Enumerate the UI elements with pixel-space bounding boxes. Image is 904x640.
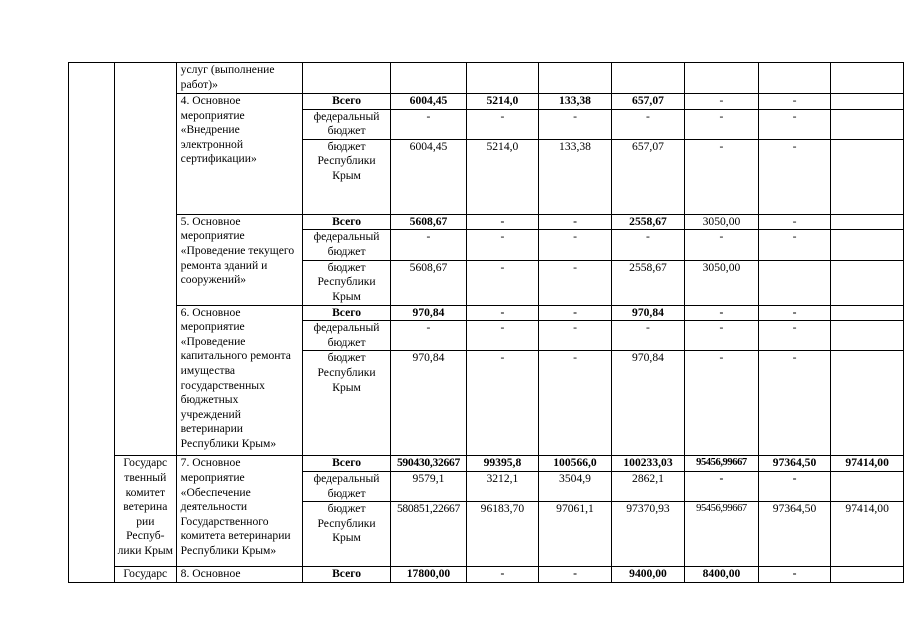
value-cell (831, 471, 904, 501)
budget-table (68, 62, 904, 583)
value-cell (831, 567, 904, 583)
value-cell: - (539, 260, 612, 305)
value-cell: 97364,50 (758, 502, 831, 567)
source-cell: федеральный бюджет (302, 109, 391, 139)
activity-cell: 5. Основное мероприятие «Проведение текущего ремонта зданий и сооружений» (176, 214, 302, 305)
value-cell: 97414,00 (831, 456, 904, 472)
value-cell: - (685, 305, 759, 321)
source-cell: федеральный бюджет (302, 230, 391, 260)
source-cell: бюджет Республики Крым (302, 351, 391, 456)
value-cell: 99395,8 (466, 456, 539, 472)
value-cell: - (758, 305, 831, 321)
value-cell: 95456,99667 (685, 456, 759, 472)
value-cell: 970,84 (391, 305, 466, 321)
value-cell (831, 139, 904, 214)
source-cell: федеральный бюджет (302, 321, 391, 351)
value-cell (831, 214, 904, 230)
value-cell (685, 63, 759, 94)
value-cell: - (758, 471, 831, 501)
source-cell (302, 63, 391, 94)
value-cell: - (758, 94, 831, 110)
value-cell: 6004,45 (391, 94, 466, 110)
table-row (69, 63, 904, 94)
value-cell: - (758, 214, 831, 230)
value-cell: 3050,00 (685, 214, 759, 230)
source-cell: бюджет Республики Крым (302, 139, 391, 214)
value-cell: - (466, 230, 539, 260)
value-cell (391, 63, 466, 94)
value-cell: - (391, 109, 466, 139)
activity-cell: 4. Основное мероприятие «Внедрение электронной сертификации» (176, 94, 302, 215)
value-cell: - (758, 109, 831, 139)
value-cell: 5608,67 (391, 214, 466, 230)
activity-cell: 6. Основное мероприятие «Проведение капитального ремонта имущества государственных бюджетных учреждений ветеринарии Республики Крым» (176, 305, 302, 456)
value-cell: - (685, 230, 759, 260)
table-row (69, 94, 904, 110)
value-cell: 2558,67 (611, 260, 684, 305)
table-row (69, 567, 904, 583)
value-cell (831, 230, 904, 260)
value-cell: - (685, 139, 759, 214)
value-cell (831, 321, 904, 351)
value-cell: - (611, 109, 684, 139)
value-cell: 95456,99667 (685, 502, 759, 567)
value-cell: - (539, 305, 612, 321)
value-cell (831, 109, 904, 139)
source-cell: Всего (302, 94, 391, 110)
source-cell: Всего (302, 214, 391, 230)
value-cell: - (539, 109, 612, 139)
value-cell: 970,84 (611, 305, 684, 321)
value-cell: - (466, 321, 539, 351)
value-cell: - (611, 321, 684, 351)
value-cell: - (391, 321, 466, 351)
value-cell: 2558,67 (611, 214, 684, 230)
value-cell: - (685, 94, 759, 110)
activity-cell: 7. Основное мероприятие «Обеспечение деятельности Государственного комитета ветеринарии Республики Крым» (176, 456, 302, 567)
executor-cell: Государс (114, 567, 176, 583)
value-cell: - (466, 214, 539, 230)
source-cell: бюджет Республики Крым (302, 260, 391, 305)
source-cell: Всего (302, 567, 391, 583)
value-cell: 3504,9 (539, 471, 612, 501)
value-cell (831, 260, 904, 305)
value-cell: - (466, 260, 539, 305)
table-row (69, 305, 904, 321)
value-cell: 6004,45 (391, 139, 466, 214)
value-cell (539, 63, 612, 94)
value-cell: 2862,1 (611, 471, 684, 501)
value-cell: - (758, 321, 831, 351)
value-cell: 100566,0 (539, 456, 612, 472)
value-cell (758, 260, 831, 305)
value-cell: 17800,00 (391, 567, 466, 583)
table-row (69, 456, 904, 472)
value-cell: 8400,00 (685, 567, 759, 583)
value-cell: 657,07 (611, 94, 684, 110)
value-cell: - (685, 471, 759, 501)
value-cell: 580851,22667 (391, 502, 466, 567)
value-cell (611, 63, 684, 94)
value-cell: - (391, 230, 466, 260)
value-cell: 590430,32667 (391, 456, 466, 472)
value-cell: 97414,00 (831, 502, 904, 567)
value-cell: 97061,1 (539, 502, 612, 567)
value-cell: 133,38 (539, 94, 612, 110)
value-cell: - (685, 351, 759, 456)
value-cell: - (685, 109, 759, 139)
activity-cell: 8. Основное (176, 567, 302, 583)
value-cell (831, 94, 904, 110)
value-cell: - (758, 351, 831, 456)
value-cell (466, 63, 539, 94)
source-cell: Всего (302, 456, 391, 472)
value-cell: 5214,0 (466, 139, 539, 214)
value-cell: 3050,00 (685, 260, 759, 305)
value-cell: 96183,70 (466, 502, 539, 567)
value-cell (831, 351, 904, 456)
value-cell: - (758, 139, 831, 214)
value-cell: 9400,00 (611, 567, 684, 583)
source-cell: бюджет Республики Крым (302, 502, 391, 567)
value-cell: - (466, 305, 539, 321)
value-cell: - (539, 351, 612, 456)
activity-cell: услуг (выполнение работ)» (176, 63, 302, 94)
blank-column (69, 63, 115, 583)
value-cell: - (466, 109, 539, 139)
value-cell: 5214,0 (466, 94, 539, 110)
value-cell: - (466, 567, 539, 583)
executor-cell: Государс твенный комитет ветерина рии Респуб- лики Крым (114, 456, 176, 567)
value-cell: - (758, 567, 831, 583)
value-cell: - (539, 321, 612, 351)
value-cell: 100233,03 (611, 456, 684, 472)
executor-cell (114, 63, 176, 456)
source-cell: Всего (302, 305, 391, 321)
value-cell: - (758, 230, 831, 260)
value-cell: 97364,50 (758, 456, 831, 472)
value-cell: - (539, 567, 612, 583)
table-row (69, 214, 904, 230)
value-cell: - (611, 230, 684, 260)
value-cell: 970,84 (611, 351, 684, 456)
value-cell: 133,38 (539, 139, 612, 214)
value-cell: 970,84 (391, 351, 466, 456)
value-cell: - (539, 230, 612, 260)
value-cell: 657,07 (611, 139, 684, 214)
value-cell (758, 63, 831, 94)
source-cell: федеральный бюджет (302, 471, 391, 501)
value-cell (831, 63, 904, 94)
value-cell: 3212,1 (466, 471, 539, 501)
value-cell: 5608,67 (391, 260, 466, 305)
value-cell: - (466, 351, 539, 456)
value-cell: - (685, 321, 759, 351)
value-cell: 97370,93 (611, 502, 684, 567)
value-cell: 9579,1 (391, 471, 466, 501)
value-cell: - (539, 214, 612, 230)
value-cell (831, 305, 904, 321)
